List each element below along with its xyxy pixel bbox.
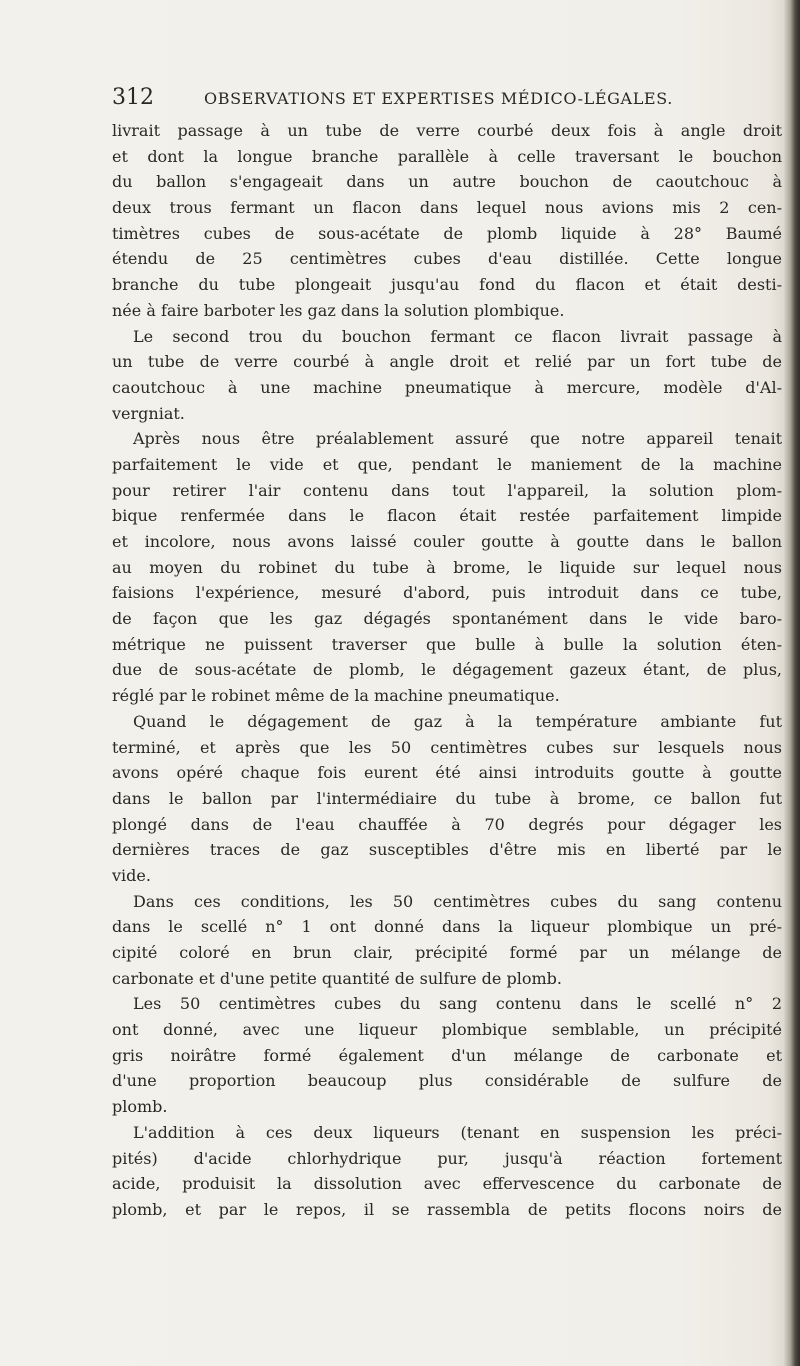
text-line: dans le ballon par l'intermédiaire du tube à brome, ce ballon fut <box>112 788 782 808</box>
text-line: deux trous fermant un flacon dans lequel nous avions mis 2 cen- <box>112 198 782 218</box>
text-line: carbonate et d'une petite quantité de sulfure de plomb. <box>112 968 562 988</box>
text-line: métrique ne puissent traverser que bulle à bulle la solution éten- <box>112 634 782 654</box>
text-line: caoutchouc à une machine pneumatique à mercure, modèle d'Al- <box>112 377 782 397</box>
text-line: plomb, et par le repos, il se rassembla de petits flocons noirs de <box>112 1199 782 1219</box>
text-line: branche du tube plongeait jusqu'au fond du flacon et était desti- <box>112 275 782 295</box>
text-line: cipité coloré en brun clair, précipité formé par un mélange de <box>112 943 782 962</box>
page-number: 312 <box>112 85 154 110</box>
text-line: vide. <box>112 865 151 885</box>
text-line: plomb. <box>112 1097 168 1117</box>
text-line: étendu de 25 centimètres cubes d'eau distillée. Cette longue <box>112 249 782 269</box>
text-line: parfaitement le vide et que, pendant le maniement de la machine <box>112 454 782 474</box>
text-line: gris noirâtre formé également d'un mélange de carbonate et <box>112 1045 782 1065</box>
text-line: livrait passage à un tube de verre courbé deux fois à angle droit <box>112 121 782 140</box>
text-line: Après nous être préalablement assuré que notre appareil tenait <box>133 429 782 449</box>
text-line: du ballon s'engageait dans un autre bouchon de caoutchouc à <box>112 172 782 192</box>
text-line: réglé par le robinet même de la machine pneumatique. <box>112 686 560 706</box>
text-line: ont donné, avec une liqueur plombique semblable, un précipité <box>112 1020 782 1040</box>
text-line: due de sous-acétate de plomb, le dégagement gazeux étant, de plus, <box>112 660 782 680</box>
page-header <box>112 84 672 112</box>
text-line: plongé dans de l'eau chauffée à 70 degrés pour dégager les <box>112 814 782 834</box>
text-line: Quand le dégagement de gaz à la température ambiante fut <box>133 711 782 731</box>
text-line: Dans ces conditions, les 50 centimètres cubes du sang contenu <box>133 891 782 911</box>
text-line: pités) d'acide chlorhydrique pur, jusqu'à réaction fortement <box>112 1148 782 1168</box>
text-line: timètres cubes de sous-acétate de plomb liquide à 28° Baumé <box>112 223 782 243</box>
text-line: d'une proportion beaucoup plus considérable de sulfure de <box>112 1071 782 1091</box>
running-head: OBSERVATIONS ET EXPERTISES MÉDICO-LÉGALES. <box>204 89 673 108</box>
text-line: de façon que les gaz dégagés spontanément dans le vide baro- <box>112 609 782 629</box>
binding-edge <box>784 0 800 1366</box>
text-line: bique renfermée dans le flacon était restée parfaitement limpide <box>112 506 782 526</box>
text-line: née à faire barboter les gaz dans la solution plombique. <box>112 300 565 320</box>
text-line: pour retirer l'air contenu dans tout l'appareil, la solution plom- <box>112 480 782 500</box>
body-text <box>112 118 782 1223</box>
text-line: acide, produisit la dissolution avec effervescence du carbonate de <box>112 1174 782 1194</box>
text-line: un tube de verre courbé à angle droit et relié par un fort tube de <box>112 352 782 372</box>
text-line: et dont la longue branche parallèle à celle traversant le bouchon <box>112 146 782 166</box>
text-line: Le second trou du bouchon fermant ce flacon livrait passage à <box>133 326 782 346</box>
text-line: terminé, et après que les 50 centimètres cubes sur lesquels nous <box>112 737 782 757</box>
text-line: et incolore, nous avons laissé couler goutte à goutte dans le ballon <box>112 532 782 551</box>
text-line: L'addition à ces deux liqueurs (tenant en suspension les préci- <box>133 1122 782 1142</box>
text-line: avons opéré chaque fois eurent été ainsi introduits goutte à goutte <box>112 763 782 783</box>
text-line: dans le scellé n° 1 ont donné dans la liqueur plombique un pré- <box>112 917 782 937</box>
text-line: dernières traces de gaz susceptibles d'être mis en liberté par le <box>112 840 782 860</box>
text-line: vergniat. <box>112 403 185 423</box>
text-line: Les 50 centimètres cubes du sang contenu dans le scellé n° 2 <box>133 994 782 1014</box>
text-line: faisions l'expérience, mesuré d'abord, puis introduit dans ce tube, <box>112 583 782 603</box>
text-line: au moyen du robinet du tube à brome, le liquide sur lequel nous <box>112 557 782 577</box>
